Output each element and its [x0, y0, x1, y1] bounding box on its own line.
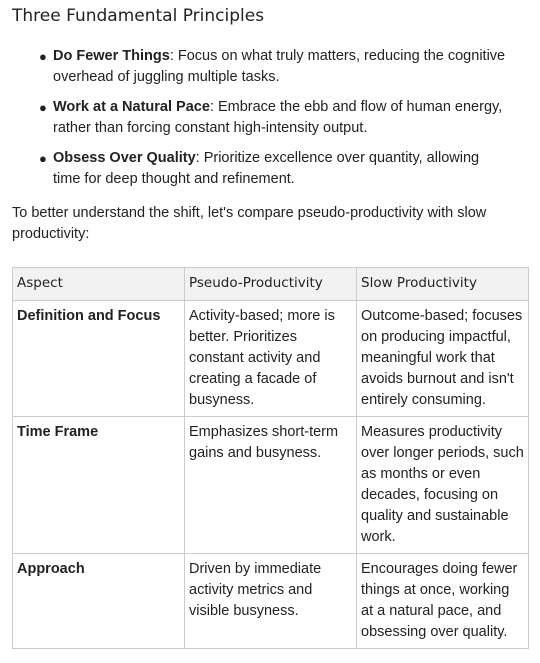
slow-cell: Outcome-based; focuses on producing impactful, meaningful work that avoids burnout and isn't entirely consuming. — [357, 301, 529, 417]
column-header-aspect: Aspect — [13, 268, 185, 301]
list-item — [39, 46, 528, 88]
principle-title: Do Fewer Things — [53, 48, 170, 64]
list-item — [39, 148, 528, 190]
column-header-slow: Slow Productivity — [357, 268, 529, 301]
table-row — [13, 554, 529, 649]
principles-list — [12, 46, 528, 190]
principle-title: Work at a Natural Pace — [53, 99, 210, 115]
table-row — [13, 417, 529, 554]
principle-text: : Prioritize excellence over quantity, allowing time for deep thought and refinement. — [53, 150, 480, 187]
aspect-cell: Approach — [13, 554, 185, 649]
intro-paragraph: To better understand the shift, let's compare pseudo-productivity with slow productivity: — [12, 205, 487, 242]
principle-title: Obsess Over Quality — [53, 150, 196, 166]
aspect-cell: Time Frame — [13, 417, 185, 554]
table-header-row — [13, 268, 529, 301]
list-item — [39, 97, 528, 139]
column-header-pseudo: Pseudo-Productivity — [185, 268, 357, 301]
pseudo-cell: Driven by immediate activity metrics and visible busyness. — [185, 554, 357, 649]
slow-cell: Encourages doing fewer things at once, working at a natural pace, and obsessing over quality. — [357, 554, 529, 649]
slow-cell: Measures productivity over longer periods, such as months or even decades, focusing on quality and sustainable work. — [357, 417, 529, 554]
section-heading: Three Fundamental Principles — [12, 6, 265, 26]
bullet-icon: ● — [39, 100, 47, 115]
principle-text: : Focus on what truly matters, reducing the cognitive overhead of juggling multiple tasks. — [53, 48, 506, 85]
table-row — [13, 301, 529, 417]
bullet-icon: ● — [39, 49, 47, 64]
aspect-cell: Definition and Focus — [13, 301, 185, 417]
bullet-icon: ● — [39, 151, 47, 166]
comparison-table — [12, 267, 529, 649]
principle-text: : Embrace the ebb and flow of human energy, rather than forcing constant high-intensity output. — [53, 99, 503, 136]
pseudo-cell: Emphasizes short-term gains and busyness. — [185, 417, 357, 554]
pseudo-cell: Activity-based; more is better. Prioritizes constant activity and creating a facade of busyness. — [185, 301, 357, 417]
